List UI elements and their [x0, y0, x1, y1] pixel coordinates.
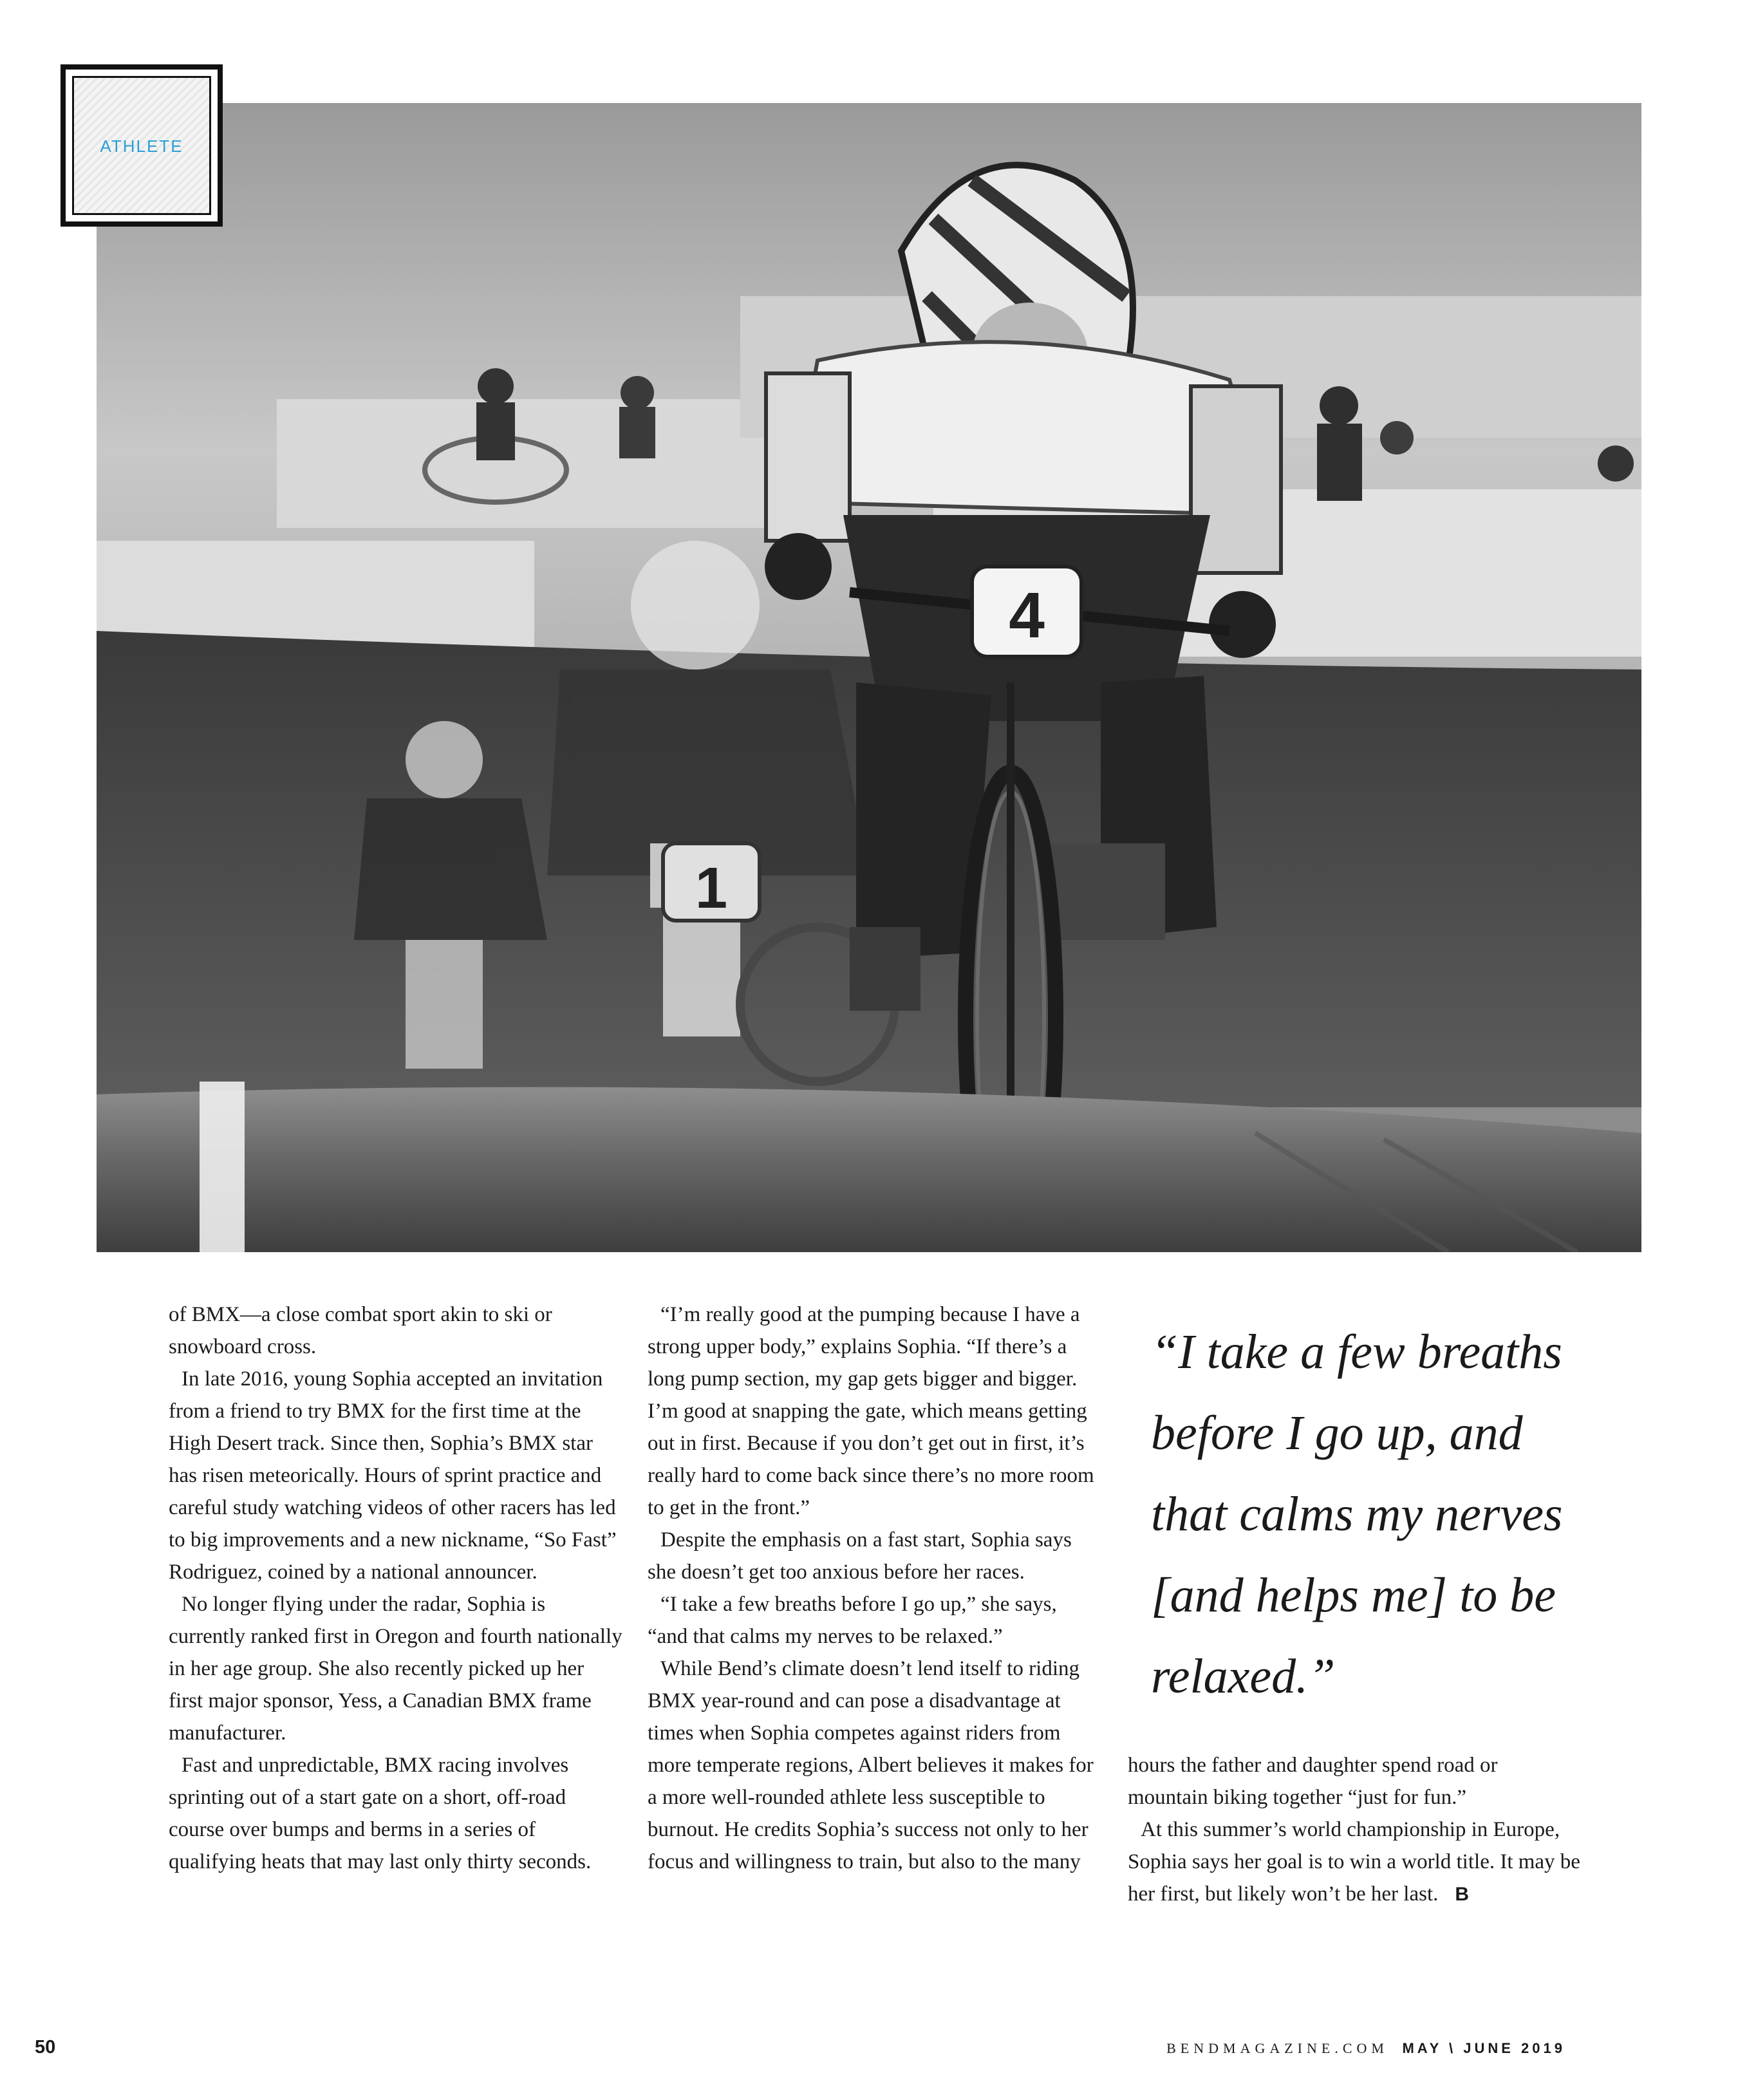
paragraph: hours the father and daughter spend road or mountain biking together “just for fun.”	[1128, 1754, 1498, 1809]
paragraph: “I take a few breaths before I go up,” she says, “and that calms my nerves to be relaxed.”	[648, 1593, 1057, 1648]
paragraph-text: At this summer’s world championship in Europe, Sophia says her goal is to win a world title. It may be her first, but likely won’t be her last.	[1128, 1818, 1580, 1906]
lead-bib-number: 4	[1009, 579, 1045, 652]
article-column-3	[1128, 1749, 1582, 1911]
page-number: 50	[35, 2037, 56, 2058]
paragraph: Despite the emphasis on a fast start, Sophia says she doesn’t get too anxious before her races.	[648, 1528, 1072, 1584]
second-bib-number: 1	[695, 856, 728, 921]
section-tag-label: ATHLETE	[100, 136, 183, 156]
paragraph: Fast and unpredictable, BMX racing involves sprinting out of a start gate on a short, off-road course over bumps and berms in a series of qualifying heats that may last only thirty seconds.	[169, 1754, 592, 1873]
pull-quote: “I take a few breaths before I go up, and that calms my nerves [and helps me] to be relaxed.”	[1151, 1325, 1563, 1703]
paragraph: of BMX—a close combat sport akin to ski or snowboard cross.	[169, 1303, 552, 1358]
end-mark-logo: B	[1455, 1884, 1470, 1905]
hero-photo	[97, 103, 1641, 1252]
paragraph: No longer flying under the radar, Sophia is currently ranked first in Oregon and fourth nationally in her age group. She also recently picked up her first major sponsor, Yess, a Canadian BMX frame manufacturer.	[169, 1593, 622, 1745]
paragraph: “I’m really good at the pumping because I have a strong upper body,” explains Sophia. “If there’s a long pump section, my gap gets bigger and bigger. I’m good at snapping the gate, which means getting out in first. Because if you don’t get out in first, it’s really hard to come back since there’s no more room to get in the front.”	[648, 1303, 1094, 1519]
magazine-website: BENDMAGAZINE.COM	[1166, 2040, 1388, 2056]
section-tag	[61, 64, 223, 227]
bmx-race-photo	[97, 103, 1641, 1252]
paragraph: While Bend’s climate doesn’t lend itself to riding BMX year-round and can pose a disadvantage at times when Sophia competes against riders from more temperate regions, Albert believes it makes for a more well-rounded athlete less susceptible to burnout. He credits Sophia’s success not only to her focus and willingness to train, but also to the many	[648, 1657, 1094, 1873]
article-column-1	[169, 1298, 622, 1878]
paragraph	[1128, 1814, 1582, 1911]
article-column-2	[648, 1298, 1101, 1878]
paragraph: In late 2016, young Sophia accepted an invitation from a friend to try BMX for the first time at the High Desert track. Since then, Sophia’s BMX star has risen meteorically. Hours of sprint practice and careful study watching videos of other racers has led to big improvements and a new nickname, “So Fast” Rodriguez, coined by a national announcer.	[169, 1367, 617, 1584]
issue-date: MAY \ JUNE 2019	[1402, 2040, 1565, 2056]
footer-credit	[1166, 2040, 1565, 2057]
